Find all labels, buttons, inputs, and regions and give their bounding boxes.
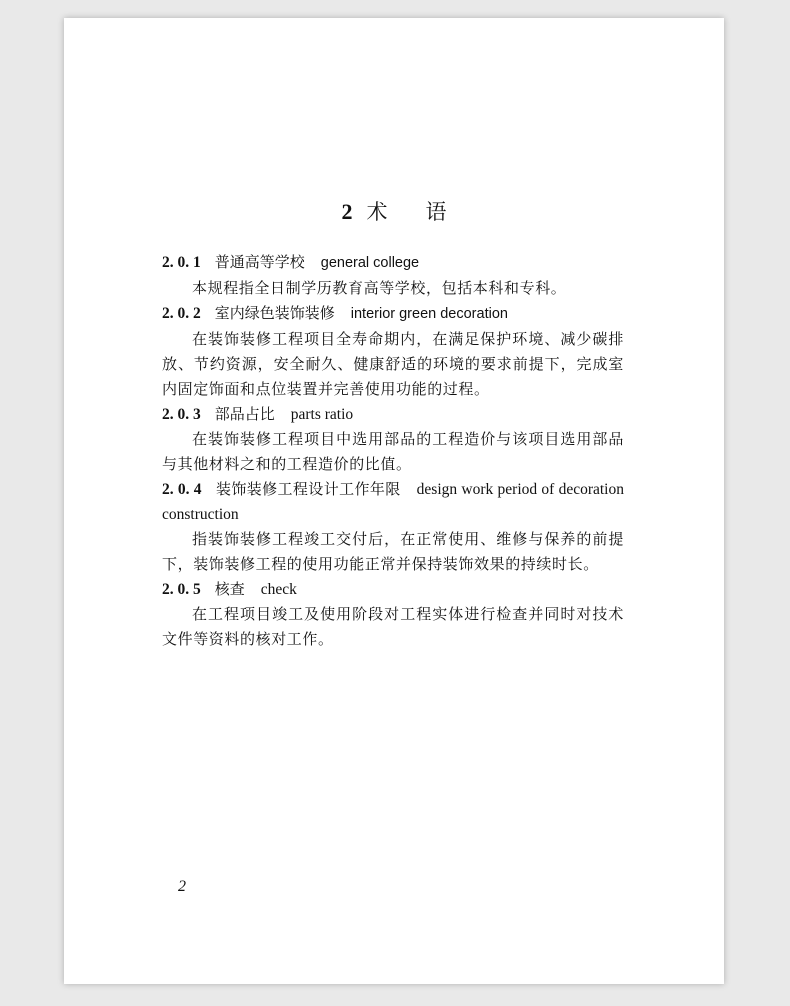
term-heading [162,477,624,527]
term-heading [162,577,624,602]
term-number: 2. 0. 2 [162,305,201,322]
chapter-number: 2 [341,199,353,224]
term-definition: 本规程指全日制学历教育高等学校，包括本科和专科。 [192,279,567,297]
term-definition: 在装饰装修工程项目全寿命期内，在满足保护环境、减少碳排放、节约资源，安全耐久、健康舒适的环境的要求前提下，完成室内固定饰面和点位装置并完善使用功能的过程。 [162,330,624,398]
term-chinese: 装饰装修工程设计工作年限 [215,480,401,498]
term-heading [162,250,624,276]
term-definition: 在工程项目竣工及使用阶段对工程实体进行检查并同时对技术文件等资料的核对工作。 [162,605,624,648]
term-definition: 在装饰装修工程项目中选用部品的工程造价与该项目选用部品与其他材料之和的工程造价的比值。 [162,430,624,473]
term-english: general college [320,255,420,271]
terms-section [162,250,624,652]
term-chinese: 普通高等学校 [214,253,305,271]
chapter-title [64,196,724,226]
term-english: interior green decoration [350,306,508,322]
term-chinese: 部品占比 [214,405,275,423]
term-chinese: 室内绿色装饰装修 [214,304,335,322]
term-heading [162,402,624,427]
chapter-title-char-1: 术 [366,200,388,224]
term-number: 2. 0. 5 [162,581,201,598]
term-english: parts ratio [290,406,354,423]
term-english: design work period of decoration construction [162,481,624,523]
document-page [64,18,724,984]
term-number: 2. 0. 4 [162,481,202,498]
term-definition: 指装饰装修工程竣工交付后，在正常使用、维修与保养的前提下，装饰装修工程的使用功能正常并保持装饰效果的持续时长。 [162,530,624,573]
term-heading [162,301,624,327]
page-number: 2 [178,878,186,895]
term-chinese: 核查 [214,580,245,598]
term-number: 2. 0. 3 [162,406,201,423]
term-english: check [260,581,297,598]
term-number: 2. 0. 1 [162,254,201,271]
chapter-title-char-2: 语 [425,200,447,224]
